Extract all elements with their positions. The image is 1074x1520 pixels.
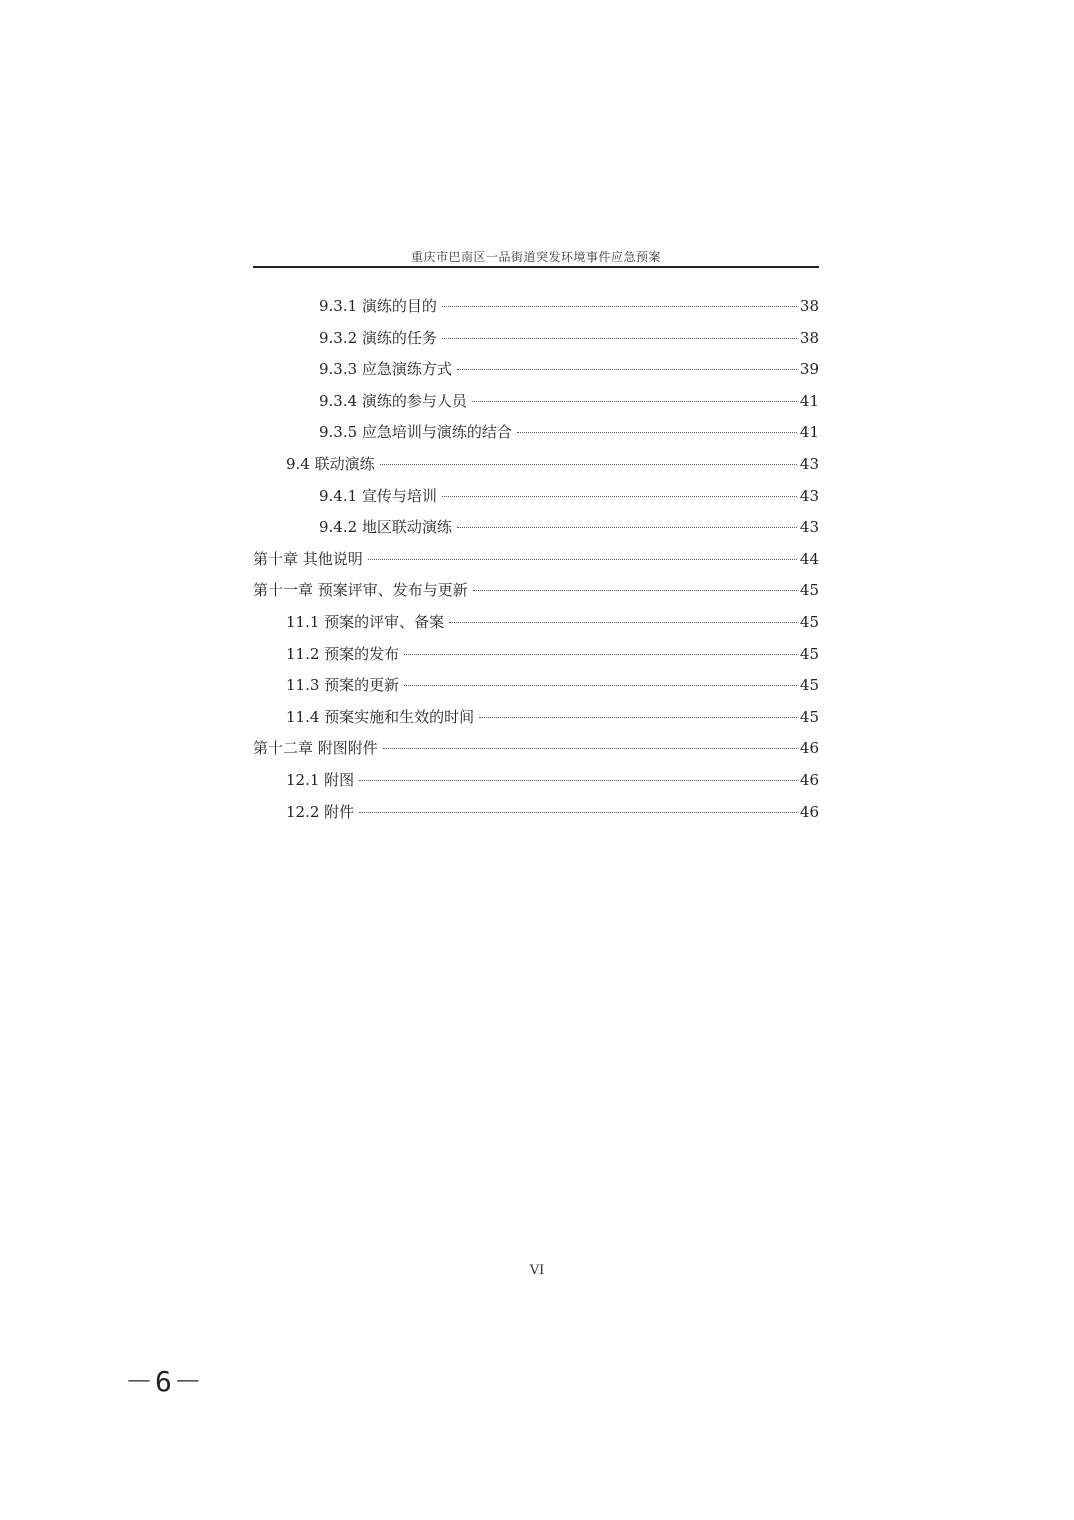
toc-entry-page-number: 45 bbox=[799, 644, 819, 663]
toc-entry[interactable] bbox=[253, 357, 819, 389]
toc-entry[interactable] bbox=[253, 420, 819, 452]
toc-entry[interactable] bbox=[253, 736, 819, 768]
toc-entry-label: 9.3.1 演练的目的 bbox=[319, 297, 437, 315]
toc-entry-page-number: 43 bbox=[799, 454, 819, 473]
toc-entry[interactable] bbox=[253, 326, 819, 358]
toc-entry-page-number: 45 bbox=[799, 676, 819, 695]
toc-entry-label: 9.3.4 演练的参与人员 bbox=[319, 391, 467, 410]
toc-entry-label: 11.4 预案实施和生效的时间 bbox=[286, 707, 475, 726]
dot-leader bbox=[442, 496, 797, 497]
toc-entry-label: 11.3 预案的更新 bbox=[286, 676, 400, 695]
dot-leader bbox=[473, 590, 797, 591]
toc-entry-label: 11.2 预案的发布 bbox=[286, 644, 400, 663]
toc-entry-label: 9.4 联动演练 bbox=[286, 454, 375, 473]
toc-entry[interactable] bbox=[253, 673, 819, 705]
toc-entry[interactable] bbox=[253, 610, 819, 642]
toc-entry-page-number: 45 bbox=[799, 581, 819, 600]
toc-entry-page-number: 43 bbox=[799, 518, 819, 537]
toc-entry-page-number: 41 bbox=[799, 391, 819, 410]
table-of-contents bbox=[253, 294, 819, 831]
dot-leader bbox=[472, 401, 797, 402]
toc-entry-label: 9.3.2 演练的任务 bbox=[319, 328, 437, 347]
toc-entry-page-number: 43 bbox=[799, 486, 819, 505]
toc-entry[interactable] bbox=[253, 800, 819, 832]
toc-entry[interactable] bbox=[253, 389, 819, 421]
outer-page-number: －6－ bbox=[125, 1365, 204, 1398]
toc-entry[interactable] bbox=[253, 705, 819, 737]
toc-entry-page-number: 46 bbox=[799, 739, 819, 758]
toc-entry[interactable] bbox=[253, 484, 819, 516]
toc-entry-label: 9.3.5 应急培训与演练的结合 bbox=[319, 423, 512, 442]
toc-entry-label: 12.1 附图 bbox=[286, 770, 355, 789]
dot-leader bbox=[380, 464, 797, 465]
toc-entry[interactable] bbox=[253, 452, 819, 484]
toc-entry-page-number: 44 bbox=[799, 549, 819, 568]
dot-leader bbox=[404, 654, 797, 655]
toc-entry[interactable] bbox=[253, 547, 819, 579]
dot-leader bbox=[383, 748, 797, 749]
toc-entry-label: 第十一章 预案评审、发布与更新 bbox=[253, 581, 468, 600]
toc-entry[interactable] bbox=[253, 768, 819, 800]
toc-entry[interactable] bbox=[253, 294, 819, 326]
dot-leader bbox=[479, 717, 797, 718]
toc-entry[interactable] bbox=[253, 515, 819, 547]
toc-entry-label: 12.2 附件 bbox=[286, 802, 355, 821]
toc-entry-page-number: 39 bbox=[799, 360, 819, 379]
toc-entry[interactable] bbox=[253, 642, 819, 674]
toc-entry-label: 9.4.1 宣传与培训 bbox=[319, 486, 437, 505]
dot-leader bbox=[359, 780, 797, 781]
toc-entry-page-number: 45 bbox=[799, 612, 819, 631]
dot-leader bbox=[457, 527, 797, 528]
header-rule bbox=[253, 266, 819, 268]
roman-page-number: VI bbox=[529, 1263, 545, 1278]
toc-entry[interactable] bbox=[253, 578, 819, 610]
dot-leader bbox=[442, 338, 797, 339]
running-header: 重庆市巴南区一品街道突发环境事件应急预案 bbox=[410, 250, 661, 264]
toc-entry-label: 第十章 其他说明 bbox=[253, 549, 363, 568]
dot-leader bbox=[449, 622, 797, 623]
toc-entry-page-number: 45 bbox=[799, 707, 819, 726]
toc-entry-page-number: 46 bbox=[799, 770, 819, 789]
dot-leader bbox=[442, 306, 797, 307]
dot-leader bbox=[404, 685, 797, 686]
dot-leader bbox=[457, 369, 797, 370]
toc-entry-page-number: 38 bbox=[799, 297, 819, 315]
dot-leader bbox=[359, 812, 797, 813]
toc-entry-label: 9.3.3 应急演练方式 bbox=[319, 360, 452, 379]
toc-entry-label: 第十二章 附图附件 bbox=[253, 739, 378, 758]
toc-entry-page-number: 38 bbox=[799, 328, 819, 347]
toc-entry-label: 11.1 预案的评审、备案 bbox=[286, 612, 445, 631]
toc-entry-page-number: 41 bbox=[799, 423, 819, 442]
toc-entry-page-number: 46 bbox=[799, 802, 819, 821]
toc-entry-label: 9.4.2 地区联动演练 bbox=[319, 518, 452, 537]
dot-leader bbox=[517, 432, 797, 433]
dot-leader bbox=[368, 559, 797, 560]
